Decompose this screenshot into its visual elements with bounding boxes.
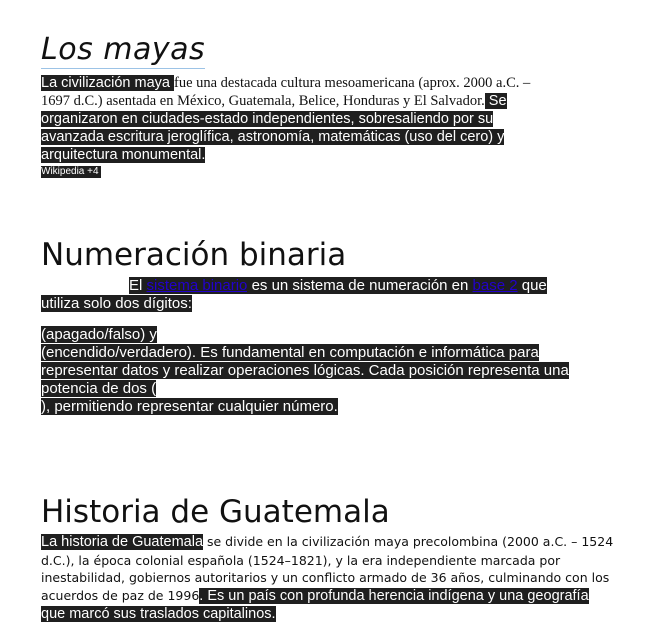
highlighted-text: La civilización maya: [41, 75, 174, 91]
body-text: acuerdos de paz de 1996: [41, 587, 200, 603]
source-link-wikipedia[interactable]: Wikipedia +4: [41, 166, 99, 177]
highlighted-text: que marcó sus traslados capitalinos.: [41, 606, 276, 623]
highlighted-text: es un sistema de numeración en: [247, 277, 473, 294]
paragraph-mayas: [41, 74, 601, 164]
link-base-2[interactable]: base 2: [472, 277, 518, 294]
highlighted-text: arquitectura monumental.: [41, 147, 206, 163]
highlighted-text: potencia de dos (: [41, 380, 157, 397]
highlighted-text: El: [129, 277, 147, 294]
highlighted-text: (encendido/verdadero). Es fundamental en computación e informática para: [41, 344, 539, 361]
highlighted-text: ), permitiendo representar cualquier número.: [41, 398, 338, 415]
highlighted-text: representar datos y realizar operaciones lógicas. Cada posición representa una: [41, 362, 569, 379]
heading-numeracion-binaria: Numeración binaria: [41, 237, 347, 273]
body-text: se divide en la civilización maya precolombina (2000 a.C. – 1524: [203, 534, 614, 549]
highlighted-text: (apagado/falso) y: [41, 326, 157, 343]
highlighted-text: Se: [484, 93, 507, 109]
highlighted-text: utiliza solo dos dígitos:: [41, 295, 192, 312]
heading-historia-guatemala: Historia de Guatemala: [41, 494, 390, 530]
highlighted-text: que: [517, 277, 547, 294]
highlighted-text: . Es un país con profunda herencia indígena y una geografía: [199, 587, 589, 604]
paragraph-binaria-detail: [41, 326, 596, 416]
paragraph-historia: [41, 533, 614, 624]
highlighted-text: avanzada escritura jeroglífica, astronomía, matemáticas (uso del cero) y: [41, 129, 505, 145]
body-text: 1697 d.C.) asentada en México, Guatemala, Belice, Honduras y El Salvador.: [41, 93, 485, 109]
body-text: fue una destacada cultura mesoamericana (aprox. 2000 a.C. –: [173, 75, 531, 91]
body-text: d.C.), la época colonial española (1524–1821), y la era independiente marcada por: [41, 552, 561, 568]
heading-los-mayas: Los mayas: [41, 32, 206, 67]
link-sistema-binario[interactable]: sistema binario: [146, 277, 248, 294]
body-text: inestabilidad, gobiernos autoritarios y un conflicto armado de 36 años, culminando con los: [41, 570, 610, 586]
highlighted-text: organizaron en ciudades-estado independientes, sobresaliendo por su: [41, 111, 494, 127]
highlighted-text: La historia de Guatemala: [41, 534, 204, 550]
paragraph-binaria-intro: [41, 277, 601, 313]
